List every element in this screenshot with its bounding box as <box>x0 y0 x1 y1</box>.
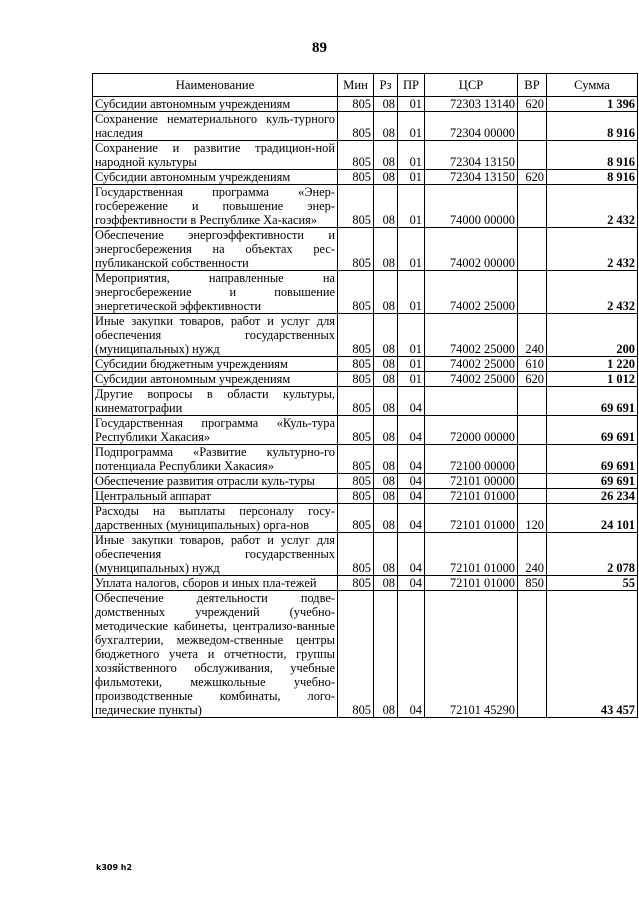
cell-sum: 69 691 <box>547 416 638 445</box>
cell-min: 805 <box>338 576 374 591</box>
cell-csr: 74002 00000 <box>425 228 518 271</box>
cell-vr <box>518 474 547 489</box>
cell-name: Иные закупки товаров, работ и услуг для обеспечения государственных (муниципальных) нужд <box>93 314 338 357</box>
cell-rz: 08 <box>374 445 398 474</box>
cell-rz: 08 <box>374 271 398 314</box>
header-name: Наименование <box>93 74 338 97</box>
cell-sum: 2 078 <box>547 533 638 576</box>
cell-min: 805 <box>338 271 374 314</box>
cell-vr <box>518 141 547 170</box>
cell-sum: 69 691 <box>547 474 638 489</box>
page-number: 89 <box>312 40 327 56</box>
cell-vr <box>518 416 547 445</box>
cell-csr: 72101 01000 <box>425 489 518 504</box>
cell-name: Сохранение и развитие традицион-ной народной культуры <box>93 141 338 170</box>
table-row <box>93 185 638 228</box>
cell-csr: 72304 13150 <box>425 141 518 170</box>
cell-min: 805 <box>338 314 374 357</box>
cell-min: 805 <box>338 416 374 445</box>
table-row <box>93 170 638 185</box>
cell-name: Расходы на выплаты персоналу госу-дарственных (муниципальных) орга-нов <box>93 504 338 533</box>
cell-pr: 01 <box>398 112 425 141</box>
cell-pr: 01 <box>398 97 425 112</box>
cell-min: 805 <box>338 170 374 185</box>
cell-name: Субсидии автономным учреждениям <box>93 97 338 112</box>
cell-pr: 01 <box>398 314 425 357</box>
cell-name: Обеспечение деятельности подве-домственных учреждений (учебно-методические кабинеты, централизо-ванные бухгалтерии, межведом-ственные центры бюджетного учета и отчетности, группы хозяйственного обслуживания, учебные фильмотеки, межшкольные учебно-производственные комбинаты, лого-педические пункты) <box>93 591 338 718</box>
cell-name: Субсидии автономным учреждениям <box>93 170 338 185</box>
cell-rz: 08 <box>374 489 398 504</box>
cell-rz: 08 <box>374 533 398 576</box>
cell-rz: 08 <box>374 387 398 416</box>
cell-pr: 01 <box>398 185 425 228</box>
cell-csr: 74000 00000 <box>425 185 518 228</box>
cell-pr: 01 <box>398 141 425 170</box>
cell-csr: 72101 01000 <box>425 504 518 533</box>
cell-min: 805 <box>338 228 374 271</box>
cell-vr: 120 <box>518 504 547 533</box>
cell-min: 805 <box>338 474 374 489</box>
cell-sum: 8 916 <box>547 170 638 185</box>
cell-pr: 04 <box>398 489 425 504</box>
header-csr: ЦСР <box>425 74 518 97</box>
cell-vr: 620 <box>518 372 547 387</box>
cell-name: Субсидии автономным учреждениям <box>93 372 338 387</box>
header-rz: Рз <box>374 74 398 97</box>
cell-min: 805 <box>338 533 374 576</box>
cell-min: 805 <box>338 357 374 372</box>
header-pr: ПР <box>398 74 425 97</box>
cell-vr: 240 <box>518 533 547 576</box>
cell-vr: 240 <box>518 314 547 357</box>
cell-rz: 08 <box>374 170 398 185</box>
table-row <box>93 97 638 112</box>
table-header-row <box>93 74 638 97</box>
cell-sum: 1 012 <box>547 372 638 387</box>
cell-name: Обеспечение развития отрасли куль-туры <box>93 474 338 489</box>
cell-min: 805 <box>338 112 374 141</box>
cell-pr: 01 <box>398 228 425 271</box>
cell-rz: 08 <box>374 357 398 372</box>
footer-code: k309 h2 <box>96 863 133 872</box>
cell-min: 805 <box>338 387 374 416</box>
cell-pr: 04 <box>398 533 425 576</box>
cell-csr: 74002 25000 <box>425 271 518 314</box>
table-row <box>93 112 638 141</box>
table-row <box>93 314 638 357</box>
cell-vr: 620 <box>518 97 547 112</box>
cell-sum: 1 396 <box>547 97 638 112</box>
header-vr: ВР <box>518 74 547 97</box>
cell-csr: 74002 25000 <box>425 357 518 372</box>
cell-name: Иные закупки товаров, работ и услуг для обеспечения государственных (муниципальных) нужд <box>93 533 338 576</box>
table-row <box>93 387 638 416</box>
table-row <box>93 372 638 387</box>
cell-pr: 04 <box>398 591 425 718</box>
cell-sum: 2 432 <box>547 228 638 271</box>
cell-csr: 72101 01000 <box>425 533 518 576</box>
cell-sum: 55 <box>547 576 638 591</box>
cell-min: 805 <box>338 489 374 504</box>
cell-rz: 08 <box>374 591 398 718</box>
cell-pr: 04 <box>398 445 425 474</box>
table-row <box>93 576 638 591</box>
budget-table <box>92 73 638 718</box>
cell-pr: 04 <box>398 504 425 533</box>
table-row <box>93 445 638 474</box>
cell-csr: 74002 25000 <box>425 314 518 357</box>
cell-name: Центральный аппарат <box>93 489 338 504</box>
cell-vr <box>518 185 547 228</box>
cell-csr: 72304 00000 <box>425 112 518 141</box>
cell-csr: 72000 00000 <box>425 416 518 445</box>
table-row <box>93 474 638 489</box>
cell-rz: 08 <box>374 112 398 141</box>
cell-min: 805 <box>338 591 374 718</box>
cell-csr: 72101 00000 <box>425 474 518 489</box>
cell-sum: 26 234 <box>547 489 638 504</box>
cell-sum: 200 <box>547 314 638 357</box>
cell-csr: 72303 13140 <box>425 97 518 112</box>
cell-csr: 72304 13150 <box>425 170 518 185</box>
cell-csr: 74002 25000 <box>425 372 518 387</box>
table-row <box>93 416 638 445</box>
header-sum: Сумма <box>547 74 638 97</box>
cell-sum: 2 432 <box>547 185 638 228</box>
cell-sum: 24 101 <box>547 504 638 533</box>
cell-name: Субсидии бюджетным учреждениям <box>93 357 338 372</box>
cell-pr: 04 <box>398 387 425 416</box>
cell-rz: 08 <box>374 314 398 357</box>
cell-csr: 72101 01000 <box>425 576 518 591</box>
cell-sum: 8 916 <box>547 112 638 141</box>
cell-name: Другие вопросы в области культуры, кинематографии <box>93 387 338 416</box>
cell-csr: 72101 45290 <box>425 591 518 718</box>
cell-vr <box>518 387 547 416</box>
cell-csr <box>425 387 518 416</box>
cell-rz: 08 <box>374 474 398 489</box>
cell-min: 805 <box>338 97 374 112</box>
table-body <box>93 97 638 718</box>
cell-vr <box>518 591 547 718</box>
cell-vr <box>518 445 547 474</box>
cell-pr: 01 <box>398 170 425 185</box>
table-row <box>93 271 638 314</box>
cell-sum: 1 220 <box>547 357 638 372</box>
cell-name: Государственная программа «Энер-госбережение и повышение энер-гоэффективности в Республике Ха-касия» <box>93 185 338 228</box>
cell-rz: 08 <box>374 185 398 228</box>
cell-name: Уплата налогов, сборов и иных пла-тежей <box>93 576 338 591</box>
cell-sum: 8 916 <box>547 141 638 170</box>
cell-pr: 01 <box>398 372 425 387</box>
cell-vr <box>518 489 547 504</box>
table-row <box>93 489 638 504</box>
cell-pr: 04 <box>398 576 425 591</box>
table-row <box>93 357 638 372</box>
cell-vr: 610 <box>518 357 547 372</box>
cell-rz: 08 <box>374 576 398 591</box>
cell-pr: 01 <box>398 357 425 372</box>
cell-min: 805 <box>338 185 374 228</box>
table-row <box>93 504 638 533</box>
header-min: Мин <box>338 74 374 97</box>
cell-rz: 08 <box>374 372 398 387</box>
cell-sum: 2 432 <box>547 271 638 314</box>
cell-sum: 69 691 <box>547 445 638 474</box>
table-row <box>93 533 638 576</box>
cell-min: 805 <box>338 372 374 387</box>
cell-name: Мероприятия, направленные на энергосбережение и повышение энергетической эффективности <box>93 271 338 314</box>
cell-min: 805 <box>338 445 374 474</box>
cell-rz: 08 <box>374 504 398 533</box>
cell-rz: 08 <box>374 141 398 170</box>
cell-vr <box>518 112 547 141</box>
cell-vr <box>518 228 547 271</box>
cell-pr: 01 <box>398 271 425 314</box>
cell-name: Сохранение нематериального куль-турного наследия <box>93 112 338 141</box>
cell-pr: 04 <box>398 416 425 445</box>
cell-sum: 69 691 <box>547 387 638 416</box>
cell-min: 805 <box>338 504 374 533</box>
cell-pr: 04 <box>398 474 425 489</box>
cell-name: Обеспечение энергоэффективности и энергосбережения на объектах рес-публиканской собственности <box>93 228 338 271</box>
cell-rz: 08 <box>374 228 398 271</box>
cell-csr: 72100 00000 <box>425 445 518 474</box>
cell-rz: 08 <box>374 97 398 112</box>
cell-vr <box>518 271 547 314</box>
table-row <box>93 228 638 271</box>
cell-rz: 08 <box>374 416 398 445</box>
cell-vr: 850 <box>518 576 547 591</box>
cell-sum: 43 457 <box>547 591 638 718</box>
table-row <box>93 591 638 718</box>
cell-name: Подпрограмма «Развитие культурно-го потенциала Республики Хакасия» <box>93 445 338 474</box>
table-row <box>93 141 638 170</box>
cell-min: 805 <box>338 141 374 170</box>
cell-vr: 620 <box>518 170 547 185</box>
cell-name: Государственная программа «Куль-тура Республики Хакасия» <box>93 416 338 445</box>
